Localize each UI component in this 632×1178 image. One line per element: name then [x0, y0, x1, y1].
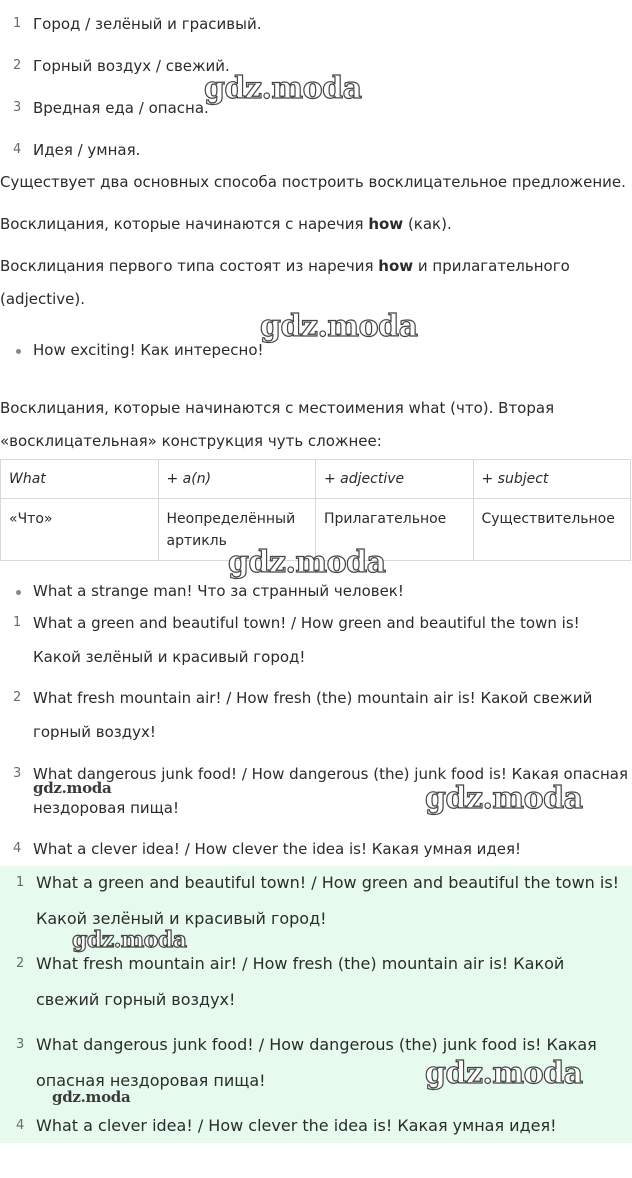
watermark: gdz.moda	[260, 309, 418, 344]
bullet-icon	[16, 349, 21, 354]
item-text-line2: горный воздух!	[33, 723, 156, 741]
item-text-line2: свежий горный воздух!	[36, 990, 236, 1009]
p2-how: how	[368, 215, 404, 233]
intro-paragraph-3-line2: (adjective).	[0, 290, 85, 308]
item-number: 2	[16, 956, 25, 971]
item-text: Вредная еда / опасна.	[33, 99, 209, 117]
item-text: What fresh mountain air! / How fresh (the) mountain air is! Какой свежий	[33, 689, 593, 707]
what-example-text: What a strange man! Что за странный человек!	[33, 582, 404, 600]
watermark: gdz.moda	[425, 781, 583, 816]
item-number: 4	[16, 1118, 25, 1133]
watermark: gdz.moda	[204, 71, 362, 106]
table-header-cell: What	[1, 460, 159, 499]
item-number: 4	[13, 142, 22, 157]
how-example-text: How exciting! Как интересно!	[33, 341, 264, 359]
table-header-cell: + adjective	[316, 460, 474, 499]
watermark: gdz.moda	[72, 927, 187, 953]
item-text: Город / зелёный и грасивый.	[33, 15, 262, 33]
item-number: 3	[16, 1037, 25, 1052]
watermark: gdz.moda	[33, 779, 112, 797]
item-text: Идея / умная.	[33, 141, 141, 159]
grammar-table	[0, 459, 631, 561]
item-text: What a clever idea! / How clever the idea is! Какая умная идея!	[33, 840, 521, 858]
bullet-icon	[16, 590, 21, 595]
item-text: What a green and beautiful town! / How green and beautiful the town is!	[36, 873, 620, 892]
item-text: What dangerous junk food! / How dangerous (the) junk food is! Какая опасная	[33, 765, 628, 783]
table-row	[1, 499, 631, 561]
table-cell: Существительное	[473, 499, 631, 561]
item-number: 3	[13, 100, 22, 115]
watermark: gdz.moda	[228, 545, 386, 580]
table-header-row	[1, 460, 631, 499]
item-number: 3	[13, 766, 22, 781]
p2-text: Восклицания, которые начинаются с наречия	[0, 215, 369, 233]
table-cell: Прилагательное	[316, 499, 474, 561]
intro-paragraph-1: Существует два основных способа построить восклицательное предложение.	[0, 173, 626, 191]
watermark: gdz.moda	[425, 1056, 583, 1091]
item-text: Горный воздух / свежий.	[33, 57, 230, 75]
item-number: 2	[13, 690, 22, 705]
table-cell: «Что»	[1, 499, 159, 561]
item-text: What a clever idea! / How clever the idea is! Какая умная идея!	[36, 1116, 557, 1135]
item-number: 4	[13, 841, 22, 856]
item-text: What dangerous junk food! / How dangerous (the) junk food is! Какая	[36, 1035, 597, 1054]
intro-paragraph-3	[0, 257, 632, 275]
item-text-line2: нездоровая пища!	[33, 799, 179, 817]
item-text: What a green and beautiful town! / How green and beautiful the town is!	[33, 614, 580, 632]
item-text: What fresh mountain air! / How fresh (the) mountain air is! Какой	[36, 954, 565, 973]
intro-paragraph-2	[0, 215, 632, 233]
table-header-cell: + a(n)	[158, 460, 316, 499]
item-number: 2	[13, 58, 22, 73]
watermark: gdz.moda	[52, 1088, 131, 1106]
item-text-line2: Какой зелёный и красивый город!	[33, 648, 306, 666]
item-text-line2: Какой зелёный и красивый город!	[36, 909, 327, 928]
intro-paragraph-4: Восклицания, которые начинаются с местоимения what (что). Вторая	[0, 399, 555, 417]
p3-text: Восклицания первого типа состоят из наречия	[0, 257, 379, 275]
answer-highlight-block	[0, 866, 632, 1143]
p3-how: how	[378, 257, 414, 275]
table-cell: Неопределённый артикль	[158, 499, 316, 561]
item-number: 1	[16, 875, 25, 890]
item-number: 1	[13, 615, 22, 630]
p2-tail: (как).	[403, 215, 452, 233]
item-number: 1	[13, 16, 22, 31]
item-text-line2: опасная нездоровая пища!	[36, 1071, 266, 1090]
intro-paragraph-4-line2: «восклицательная» конструкция чуть сложнее:	[0, 432, 382, 450]
table-header-cell: + subject	[473, 460, 631, 499]
p3-tail: и прилагательного	[413, 257, 570, 275]
